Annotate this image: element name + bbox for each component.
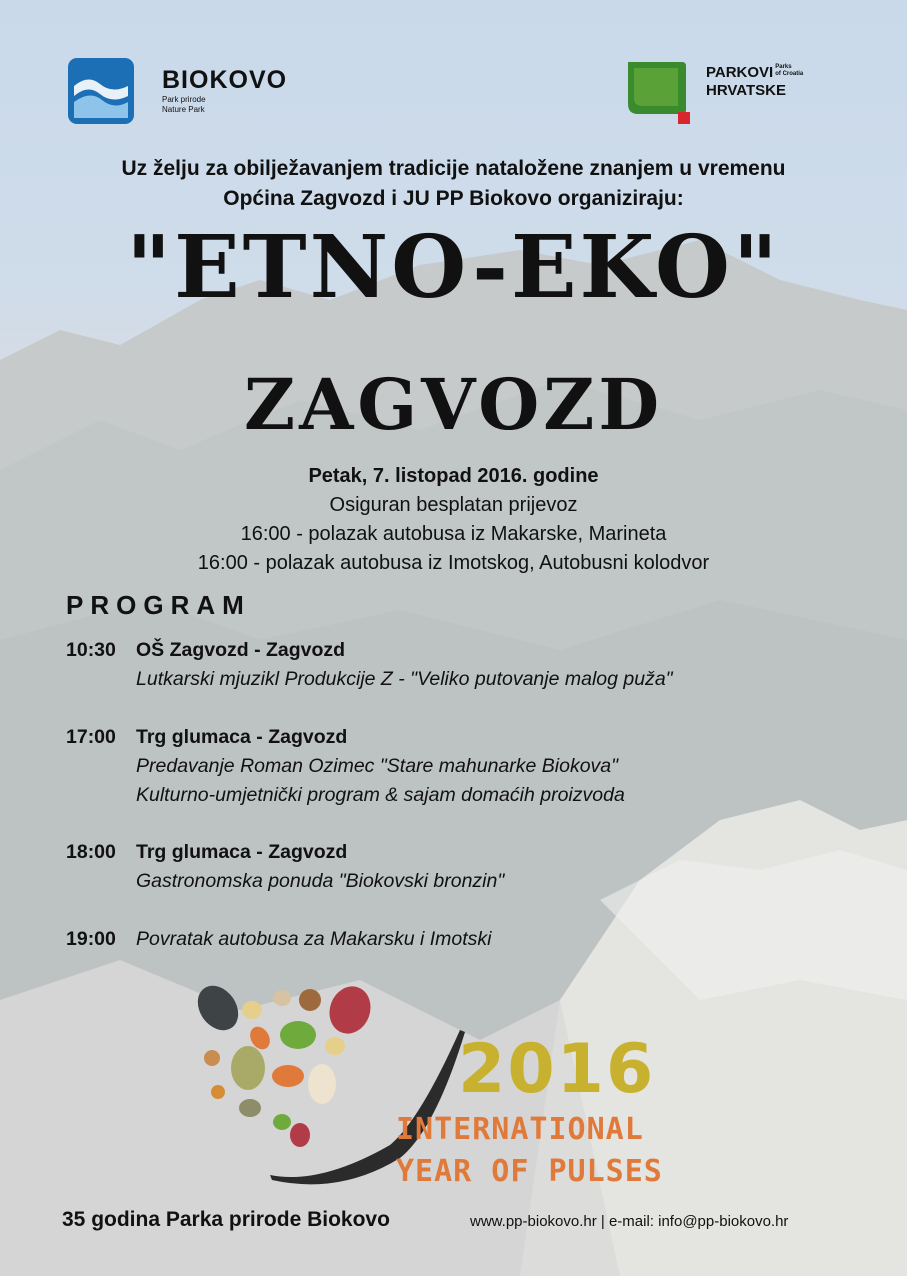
event-place: Trg glumaca - Zagvozd: [136, 726, 348, 748]
pulse-bean: [290, 1123, 310, 1147]
parkovi-small-text: Parks of Croatia: [775, 64, 804, 77]
program-event: [66, 723, 625, 810]
parkovi-logo-text: [706, 64, 803, 100]
biokovo-subtitle-hr: Park prirode: [162, 95, 206, 104]
event-time: 10:30: [66, 639, 116, 661]
pulse-bean: [273, 990, 291, 1006]
parkovi-hrvatske-logo: [624, 58, 694, 128]
event-date: Petak, 7. listopad 2016. godine: [308, 465, 599, 487]
pulse-bean: [273, 1114, 291, 1130]
pulse-bean: [190, 980, 247, 1038]
pulse-bean: [211, 1085, 225, 1099]
intro-text: [0, 154, 907, 214]
intro-line1: Uz želju za obilježavanjem tradicije nataložene znanjem u vremenu: [121, 157, 786, 180]
parkovi-line1: PARKOVI: [706, 64, 774, 81]
event-description: Povratak autobusa za Makarsku i Imotski: [136, 928, 492, 950]
bus-imotski: 16:00 - polazak autobusa iz Imotskog, Autobusni kolodvor: [197, 552, 710, 574]
parkovi-line2: HRVATSKE: [706, 82, 787, 99]
pulse-bean: [242, 1001, 262, 1019]
program-heading: PROGRAM: [66, 590, 251, 620]
biokovo-name: BIOKOVO: [162, 66, 288, 94]
pulse-bean: [323, 981, 377, 1040]
bus-makarska: 16:00 - polazak autobusa iz Makarske, Marineta: [240, 523, 667, 545]
event-info: [0, 462, 907, 578]
footer-contact: www.pp-biokovo.hr | e-mail: info@pp-biokovo.hr: [470, 1213, 789, 1230]
international-text: INTERNATIONAL: [396, 1112, 644, 1147]
event-place: OŠ Zagvozd - Zagvozd: [136, 639, 346, 661]
pulse-bean: [299, 989, 321, 1011]
footer-anniversary: 35 godina Parka prirode Biokovo: [62, 1208, 390, 1231]
biokovo-logo: [66, 56, 136, 126]
year-of-pulses-text: YEAR OF PULSES: [396, 1154, 663, 1189]
intro-line2: Općina Zagvozd i JU PP Biokovo organiziraju:: [223, 187, 684, 210]
event-place: Trg glumaca - Zagvozd: [136, 841, 348, 863]
pulse-bean: [231, 1046, 265, 1090]
event-description: Lutkarski mjuzikl Produkcije Z - "Veliko putovanje malog puža": [136, 668, 673, 690]
event-location-title: ZAGVOZD: [243, 363, 664, 446]
pulse-bean: [280, 1021, 316, 1049]
program-event: [66, 838, 504, 896]
event-title: "ETNO-EKO": [126, 217, 781, 318]
biokovo-logo-text: [162, 66, 287, 115]
event-time: 19:00: [66, 928, 116, 950]
event-time: 18:00: [66, 841, 116, 863]
event-description: Gastronomska ponuda "Biokovski bronzin": [136, 870, 505, 892]
transport-note: Osiguran besplatan prijevoz: [329, 494, 578, 516]
program-event: [66, 925, 492, 954]
event-time: 17:00: [66, 726, 116, 748]
year-2016-text: 2016: [458, 1030, 656, 1109]
pulse-bean: [325, 1037, 345, 1055]
pulse-bean: [308, 1064, 336, 1104]
pulse-bean: [272, 1065, 304, 1087]
pulse-bean: [204, 1050, 220, 1066]
pulse-bean: [239, 1099, 261, 1117]
event-description: Predavanje Roman Ozimec "Stare mahunarke Biokova": [136, 755, 619, 777]
biokovo-subtitle-en: Nature Park: [162, 105, 205, 114]
event-description: Kulturno-umjetnički program & sajam domaćih proizvoda: [136, 784, 625, 806]
program-event: [66, 636, 673, 694]
